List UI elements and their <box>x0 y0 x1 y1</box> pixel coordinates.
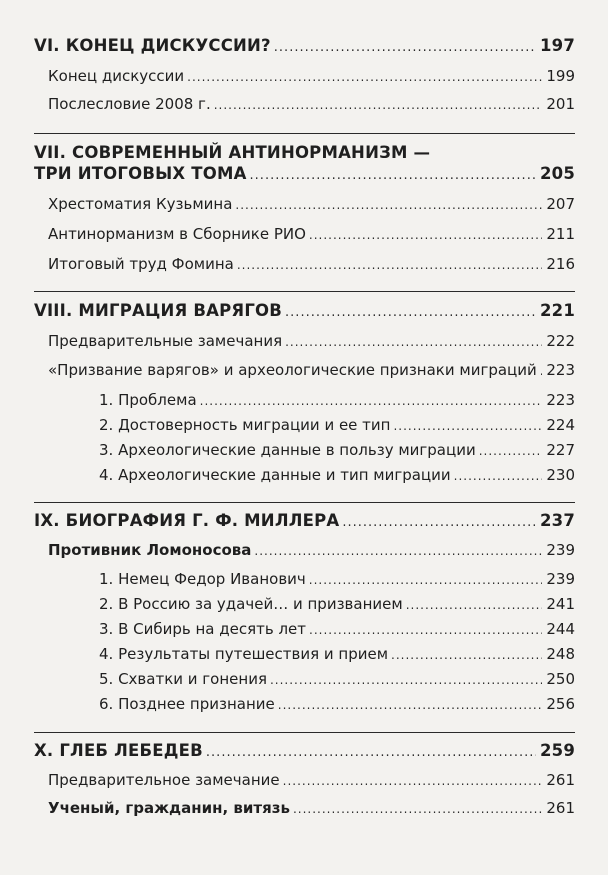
page-number: 227 <box>546 441 575 459</box>
toc-entry-title: VIII. МИГРАЦИЯ ВАРЯГОВ <box>34 301 283 320</box>
dot-leader <box>278 696 543 714</box>
dot-leader <box>206 744 536 762</box>
page-number: 237 <box>539 511 575 530</box>
toc-entry-title: 2. В Россию за удачей… и призванием <box>99 595 403 613</box>
section-divider <box>34 291 575 292</box>
toc-section <box>0 361 575 380</box>
toc-entry-title: 4. Археологические данные и тип миграции <box>99 466 451 484</box>
dot-leader <box>285 333 542 351</box>
dot-leader <box>250 167 536 185</box>
toc-entry-title: Итоговый труд Фомина <box>48 255 234 273</box>
toc-entry-title: 4. Результаты путешествия и прием <box>99 645 389 663</box>
page-number: 197 <box>539 36 575 55</box>
toc-entry-title: Антинорманизм в Сборнике РИО <box>48 225 306 243</box>
toc-chapter-6 <box>0 37 575 57</box>
toc-section <box>0 332 575 351</box>
page-number: 201 <box>546 95 575 113</box>
page-number: 239 <box>546 570 575 588</box>
toc-entry-title: Послесловие 2008 г. <box>48 95 211 113</box>
page-number: 199 <box>546 67 575 85</box>
toc-chapter-7 <box>0 165 575 185</box>
toc-entry-title: 3. Археологические данные в пользу миграции <box>99 441 476 459</box>
toc-entry-title: 3. В Сибирь на десять лет <box>99 620 307 638</box>
toc-subsection <box>0 620 575 639</box>
page-number: 211 <box>546 225 575 243</box>
toc-chapter-7-title-line1: VII. СОВРЕМЕННЫЙ АНТИНОРМАНИЗМ — <box>34 143 431 162</box>
toc-entry-title: VI. КОНЕЦ ДИСКУССИИ? <box>34 36 271 55</box>
toc-entry-title: Предварительные замечания <box>48 332 283 350</box>
dot-leader <box>342 514 536 532</box>
toc-chapter-8 <box>0 302 575 322</box>
dot-leader <box>237 256 543 274</box>
page-number: 256 <box>546 695 575 713</box>
page-number: 216 <box>546 255 575 273</box>
toc-entry-title: ТРИ ИТОГОВЫХ ТОМА <box>34 164 247 183</box>
toc-chapter-9 <box>0 512 575 532</box>
toc-entry-title: 5. Схватки и гонения <box>99 670 267 688</box>
toc-subsection <box>0 466 575 485</box>
toc-entry-title: X. ГЛЕБ ЛЕБЕДЕВ <box>34 741 203 760</box>
dot-leader <box>274 39 536 57</box>
toc-entry-title: IX. БИОГРАФИЯ Г. Ф. МИЛЛЕРА <box>34 511 340 530</box>
toc-entry-title: 1. Проблема <box>99 391 197 409</box>
dot-leader <box>309 621 542 639</box>
page-number: 205 <box>539 164 575 183</box>
toc-section <box>0 541 575 560</box>
dot-leader <box>200 392 543 410</box>
toc-entry-title: Ученый, гражданин, витязь <box>48 799 290 817</box>
dot-leader <box>254 542 542 560</box>
page-number: 207 <box>546 195 575 213</box>
toc-entry-title: 6. Позднее признание <box>99 695 275 713</box>
toc-section <box>0 225 575 244</box>
page-number: 223 <box>546 361 575 379</box>
dot-leader <box>285 304 536 322</box>
page-number: 224 <box>546 416 575 434</box>
page-number: 241 <box>546 595 575 613</box>
dot-leader <box>214 96 543 114</box>
toc-subsection <box>0 441 575 460</box>
dot-leader <box>293 800 542 818</box>
toc-subsection <box>0 391 575 410</box>
page-number: 248 <box>546 645 575 663</box>
section-divider <box>34 133 575 134</box>
toc-entry-title: 2. Достоверность миграции и ее тип <box>99 416 391 434</box>
section-divider <box>34 502 575 503</box>
dot-leader <box>479 442 543 460</box>
toc-entry-title: Хрестоматия Кузьмина <box>48 195 233 213</box>
dot-leader <box>393 417 542 435</box>
section-divider <box>34 732 575 733</box>
dot-leader <box>391 646 542 664</box>
toc-entry-title: «Призвание варягов» и археологические признаки миграций <box>48 361 537 379</box>
page-number: 244 <box>546 620 575 638</box>
toc-entry-title: 1. Немец Федор Иванович <box>99 570 306 588</box>
page-number: 221 <box>539 301 575 320</box>
page-number: 239 <box>546 541 575 559</box>
toc-subsection <box>0 416 575 435</box>
toc-subsection <box>0 570 575 589</box>
dot-leader <box>235 196 542 214</box>
dot-leader <box>187 68 542 86</box>
toc-entry-title: Противник Ломоносова <box>48 541 252 559</box>
dot-leader <box>454 467 543 485</box>
toc-section <box>0 95 575 114</box>
toc-section <box>0 255 575 274</box>
dot-leader <box>283 772 543 790</box>
toc-section <box>0 195 575 214</box>
page-number: 222 <box>546 332 575 350</box>
dot-leader <box>309 571 543 589</box>
dot-leader <box>406 596 543 614</box>
page-number: 230 <box>546 466 575 484</box>
toc-entry-title: Конец дискуссии <box>48 67 185 85</box>
page-number: 223 <box>546 391 575 409</box>
page-number: 261 <box>546 799 575 817</box>
toc-subsection <box>0 670 575 689</box>
toc-section <box>0 799 575 818</box>
page-number: 259 <box>539 741 575 760</box>
toc-section <box>0 771 575 790</box>
toc-subsection <box>0 645 575 664</box>
page-number: 250 <box>546 670 575 688</box>
toc-chapter-10 <box>0 742 575 762</box>
toc-subsection <box>0 595 575 614</box>
toc-section <box>0 67 575 86</box>
dot-leader <box>309 226 542 244</box>
page-number: 261 <box>546 771 575 789</box>
toc-entry-title: Предварительное замечание <box>48 771 280 789</box>
toc-subsection <box>0 695 575 714</box>
dot-leader <box>270 671 542 689</box>
